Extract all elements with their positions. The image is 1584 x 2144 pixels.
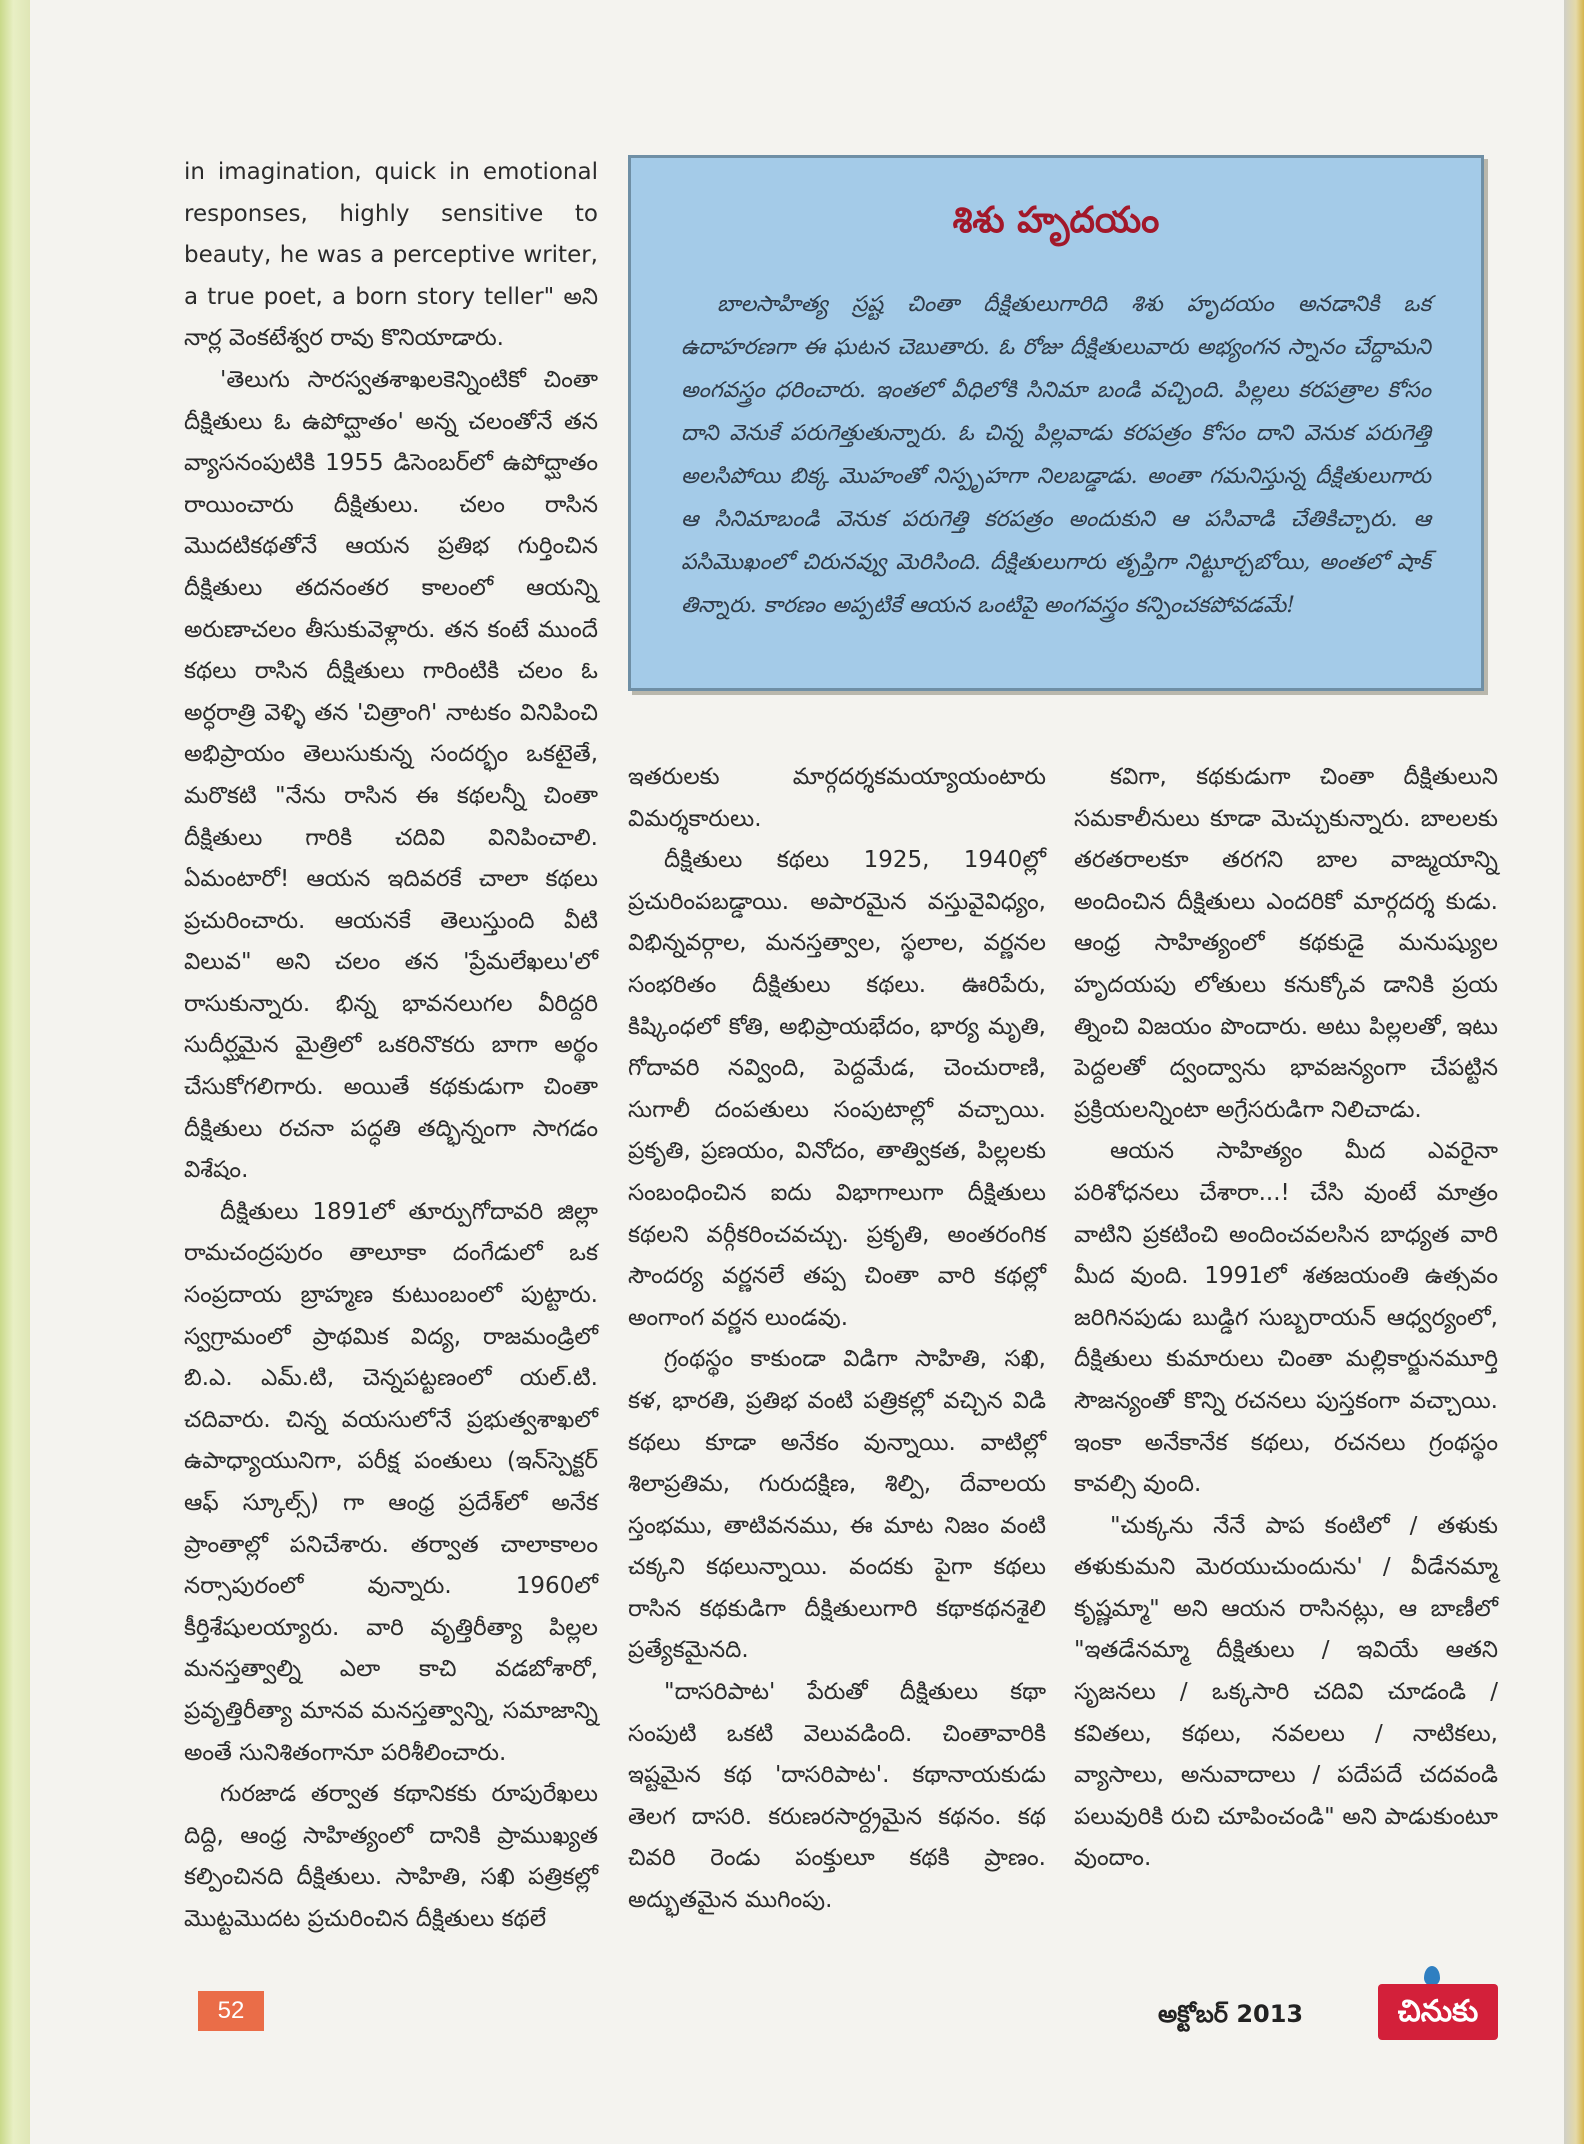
paragraph: 'తెలుగు సారస్వతశాఖలకెన్నింటికో చింతా దీక్షితులు ఓ ఉపోద్ఘాతం' అన్న చలంతోనే తన వ్యాసనంపుటికి 1955 డిసెంబర్‌లో ఉపోద్ఘాతం రాయించారు దీక్షితులు. చలం రాసిన మొదటికథతోనే ఆయన ప్రతిభ గుర్తించిన దీక్షితులు తదనంతర కాలంలో ఆయన్ని అరుణాచలం తీసుకువెళ్లారు. తన కంటే ముందే కథలు రాసిన దీక్షితులు గారింటికి చలం ఓ అర్ధరాత్రి వెళ్ళి తన 'చిత్రాంగి' నాటకం వినిపించి అభిప్రాయం తెలుసుకున్న సందర్భం ఒకటైతే, మరొకటి "నేను రాసిన ఈ కథలన్నీ చింతా దీక్షితులు గారికి చదివి వినిపించాలి. ఏమంటారో! ఆయన ఇదివరకే చాలా కథలు ప్రచురించారు. ఆయనకే తెలుస్తుంది వీటి విలువ" అని చలం తన 'ప్రేమలేఖలు'లో రాసుకున్నారు. భిన్న భావనలుగల వీరిద్దరి సుదీర్ఘమైన మైత్రిలో ఒకరినొకరు బాగా అర్థం చేసుకోగలిగారు. అయితే కథకుడుగా చింతా దీక్షితులు రచనా పద్ధతి తద్భిన్నంగా సాగడం విశేషం. [184, 366, 598, 1184]
paragraph: దీక్షితులు కథలు 1925, 1940ల్లో ప్రచురింపబడ్డాయి. అపారమైన వస్తువైవిధ్యం, విభిన్నవర్గాల, మనస్తత్వాల, స్థలాల, వర్ణనల సంభరితం దీక్షితులు కథలు. ఊరిపేరు, కిష్కింధలో కోతి, అభిప్రాయభేదం, భార్య మృతి, గోదావరి నవ్వింది, పెద్దమేడ, చెంచురాణి, సుగాలీ దంపతులు సంపుటాల్లో వచ్చాయి. ప్రకృతి, ప్రణయం, వినోదం, తాత్వికత, పిల్లలకు సంబంధించిన ఐదు విభాగాలుగా దీక్షితులు కథలని వర్గీకరించవచ్చు. ప్రకృతి, అంతరంగిక సౌందర్య వర్ణనలే తప్ప చింతా వారి కథల్లో అంగాంగ వర్ణన లుండవు. [628, 847, 1046, 1331]
paragraph: "చుక్కను నేనే పాప కంటిలో / తళుకు తళుకుమని మెరయుచుందును' / వీడేనమ్మా కృష్ణమ్మా" అని ఆయన రాసినట్లు, ఆ బాణీలో "ఇతడేనమ్మా దీక్షితులు / ఇవియే ఆతని సృజనలు / ఒక్కసారి చదివి చూడండి / కవితలు, కథలు, నవలలు / నాటికలు, వ్యాసాలు, అనువాదాలు / పదేపదే చదవండి పలువురికి రుచి చూపించండి" అని పాడుకుంటూ వుందాం. [1074, 1512, 1498, 1872]
box-body: బాలసాహిత్య స్రష్ట చింతా దీక్షితులుగారిది శిశు హృదయం అనడానికి ఒక ఉదాహరణగా ఈ ఘటన చెబుతారు. ఓ రోజు దీక్షితులువారు అభ్యంగన స్నానం చేద్దామని అంగవస్త్రం ధరించారు. ఇంతలో వీధిలోకి సినిమా బండి వచ్చింది. పిల్లలు కరపత్రాల కోసం దాని వెనుకే పరుగెత్తుతున్నారు. ఓ చిన్న పిల్లవాడు కరపత్రం కోసం దాని వెనుక పరుగెత్తి అలసిపోయి బిక్క మొహంతో నిస్పృహగా నిలబడ్డాడు. అంతా గమనిస్తున్న దీక్షితులుగారు ఆ సినిమాబండి వెనుక పరుగెత్తి కరపత్రం అందుకుని ఆ పసివాడి చేతికిచ్చారు. ఆ పసిమొఖంలో చిరునవ్వు మెరిసింది. దీక్షితులుగారు తృప్తిగా నిట్టూర్చబోయి, అంతలో షాక్ తిన్నారు. కారణం అప్పటికే ఆయన ఒంటిపై అంగవస్త్రం కన్పించకపోవడమే! [681, 292, 1431, 618]
article-column-3 [1074, 757, 1498, 1880]
paragraph: దీక్షితులు 1891లో తూర్పుగోదావరి జిల్లా రామచంద్రపురం తాలూకా దంగేడులో ఒక సంప్రదాయ బ్రాహ్మణ కుటుంబంలో పుట్టారు. స్వగ్రామంలో ప్రాథమిక విద్య, రాజమండ్రిలో బి.ఎ. ఎమ్.టి, చెన్నపట్టణంలో యల్.టి. చదివారు. చిన్న వయసులోనే ప్రభుత్వశాఖలో ఉపాధ్యాయునిగా, పరీక్ష పంతులు (ఇన్‌స్పెక్టర్ ఆఫ్ స్కూల్స్) గా ఆంధ్ర ప్రదేశ్‌లో అనేక ప్రాంతాల్లో పనిచేశారు. తర్వాత చాలాకాలం నర్సాపురంలో వున్నారు. 1960లో కీర్తిశేషులయ్యారు. వారి వృత్తిరీత్యా పిల్లల మనస్తత్వాల్ని ఎలా కాచి వడబోశారో, ప్రవృత్తిరీత్యా మానవ మనస్తత్వాన్ని, సమాజాన్ని అంతే సునిశితంగానూ పరిశీలించారు. [184, 1198, 598, 1766]
sidebar-box [628, 155, 1484, 691]
article-column-1 [184, 152, 598, 1941]
page-number: 52 [198, 1991, 264, 2031]
page-edge-decoration [0, 0, 30, 2144]
paragraph: గురజాడ తర్వాత కథానికకు రూపురేఖలు దిద్ది, ఆంధ్ర సాహిత్యంలో దానికి ప్రాముఖ్యత కల్పించినది దీక్షితులు. సాహితి, సఖి పత్రికల్లో మొట్టమొదట ప్రచురించిన దీక్షితులు కథలే [184, 1781, 598, 1932]
issue-date: అక్టోబర్ 2013 [1158, 2000, 1304, 2028]
page-binding-edge [1564, 0, 1584, 2144]
paragraph: ఇతరులకు మార్గదర్శకమయ్యాయంటారు విమర్శకారులు. [628, 764, 1046, 832]
paragraph: గ్రంథస్థం కాకుండా విడిగా సాహితి, సఖి, కళ, భారతి, ప్రతిభ వంటి పత్రికల్లో వచ్చిన విడి కథలు కూడా అనేకం వున్నాయి. వాటిల్లో శిలాప్రతిమ, గురుదక్షిణ, శిల్పి, దేవాలయ స్తంభము, తాటివనము, ఈ మాట నిజం వంటి చక్కని కథలున్నాయి. వందకు పైగా కథలు రాసిన కథకుడిగా దీక్షితులుగారి కథాకథనశైలి ప్రత్యేకమైనది. [628, 1346, 1046, 1664]
paragraph: కవిగా, కథకుడుగా చింతా దీక్షితులుని సమకాలీనులు కూడా మెచ్చుకున్నారు. బాలలకు తరతరాలకూ తరగని బాల వాఙ్మయాన్ని అందించిన దీక్షితులు ఎందరికో మార్గదర్శ కుడు. ఆంధ్ర సాహిత్యంలో కథకుడై మనుష్యుల హృదయపు లోతులు కనుక్కోవ డానికి ప్రయ త్నించి విజయం పొందారు. అటు పిల్లలతో, ఇటు పెద్దలతో ద్వంద్వాను భావజన్యంగా చేపట్టిన ప్రక్రియలన్నింటా అగ్రేసరుడిగా నిలిచాడు. [1074, 764, 1498, 1123]
article-column-2 [628, 757, 1046, 1922]
paragraph: "దాసరిపాట' పేరుతో దీక్షితులు కథా సంపుటి ఒకటి వెలువడింది. చింతావారికి ఇష్టమైన కథ 'దాసరిపాట'. కథానాయకుడు తెలగ దాసరి. కరుణరసార్ద్రమైన కథనం. కథ చివరి రెండు పంక్తులూ కథకి ప్రాణం. అద్భుతమైన ముగింపు. [628, 1679, 1046, 1914]
logo-text: చినుకు [1397, 1994, 1479, 2029]
raindrop-icon [1424, 1966, 1440, 1986]
magazine-logo [1378, 1966, 1498, 2042]
paragraph: ఆయన సాహిత్యం మీద ఎవరైనా పరిశోధనలు చేశారా...! చేసి వుంటే మాత్రం వాటిని ప్రకటించి అందించవలసిన బాధ్యత వారి మీద వుంది. 1991లో శతజయంతి ఉత్సవం జరిగినపుడు బుడ్డిగ సుబ్బరాయన్ ఆధ్వర్యంలో, దీక్షితులు కుమారులు చింతా మల్లికార్జునమూర్తి సౌజన్యంతో కొన్ని రచనలు పుస్తకంగా వచ్చాయి. ఇంకా అనేకానేక కథలు, రచనలు గ్రంథస్థం కావల్సి వుంది. [1074, 1138, 1498, 1498]
box-title: శిశు హృదయం [952, 200, 1160, 241]
paragraph: in imagination, quick in emotional responses, highly sensitive to beauty, he was a perceptive writer, a true poet, a born story teller" అని నార్ల వెంకటేశ్వర రావు కొనియాడారు. [184, 159, 598, 352]
